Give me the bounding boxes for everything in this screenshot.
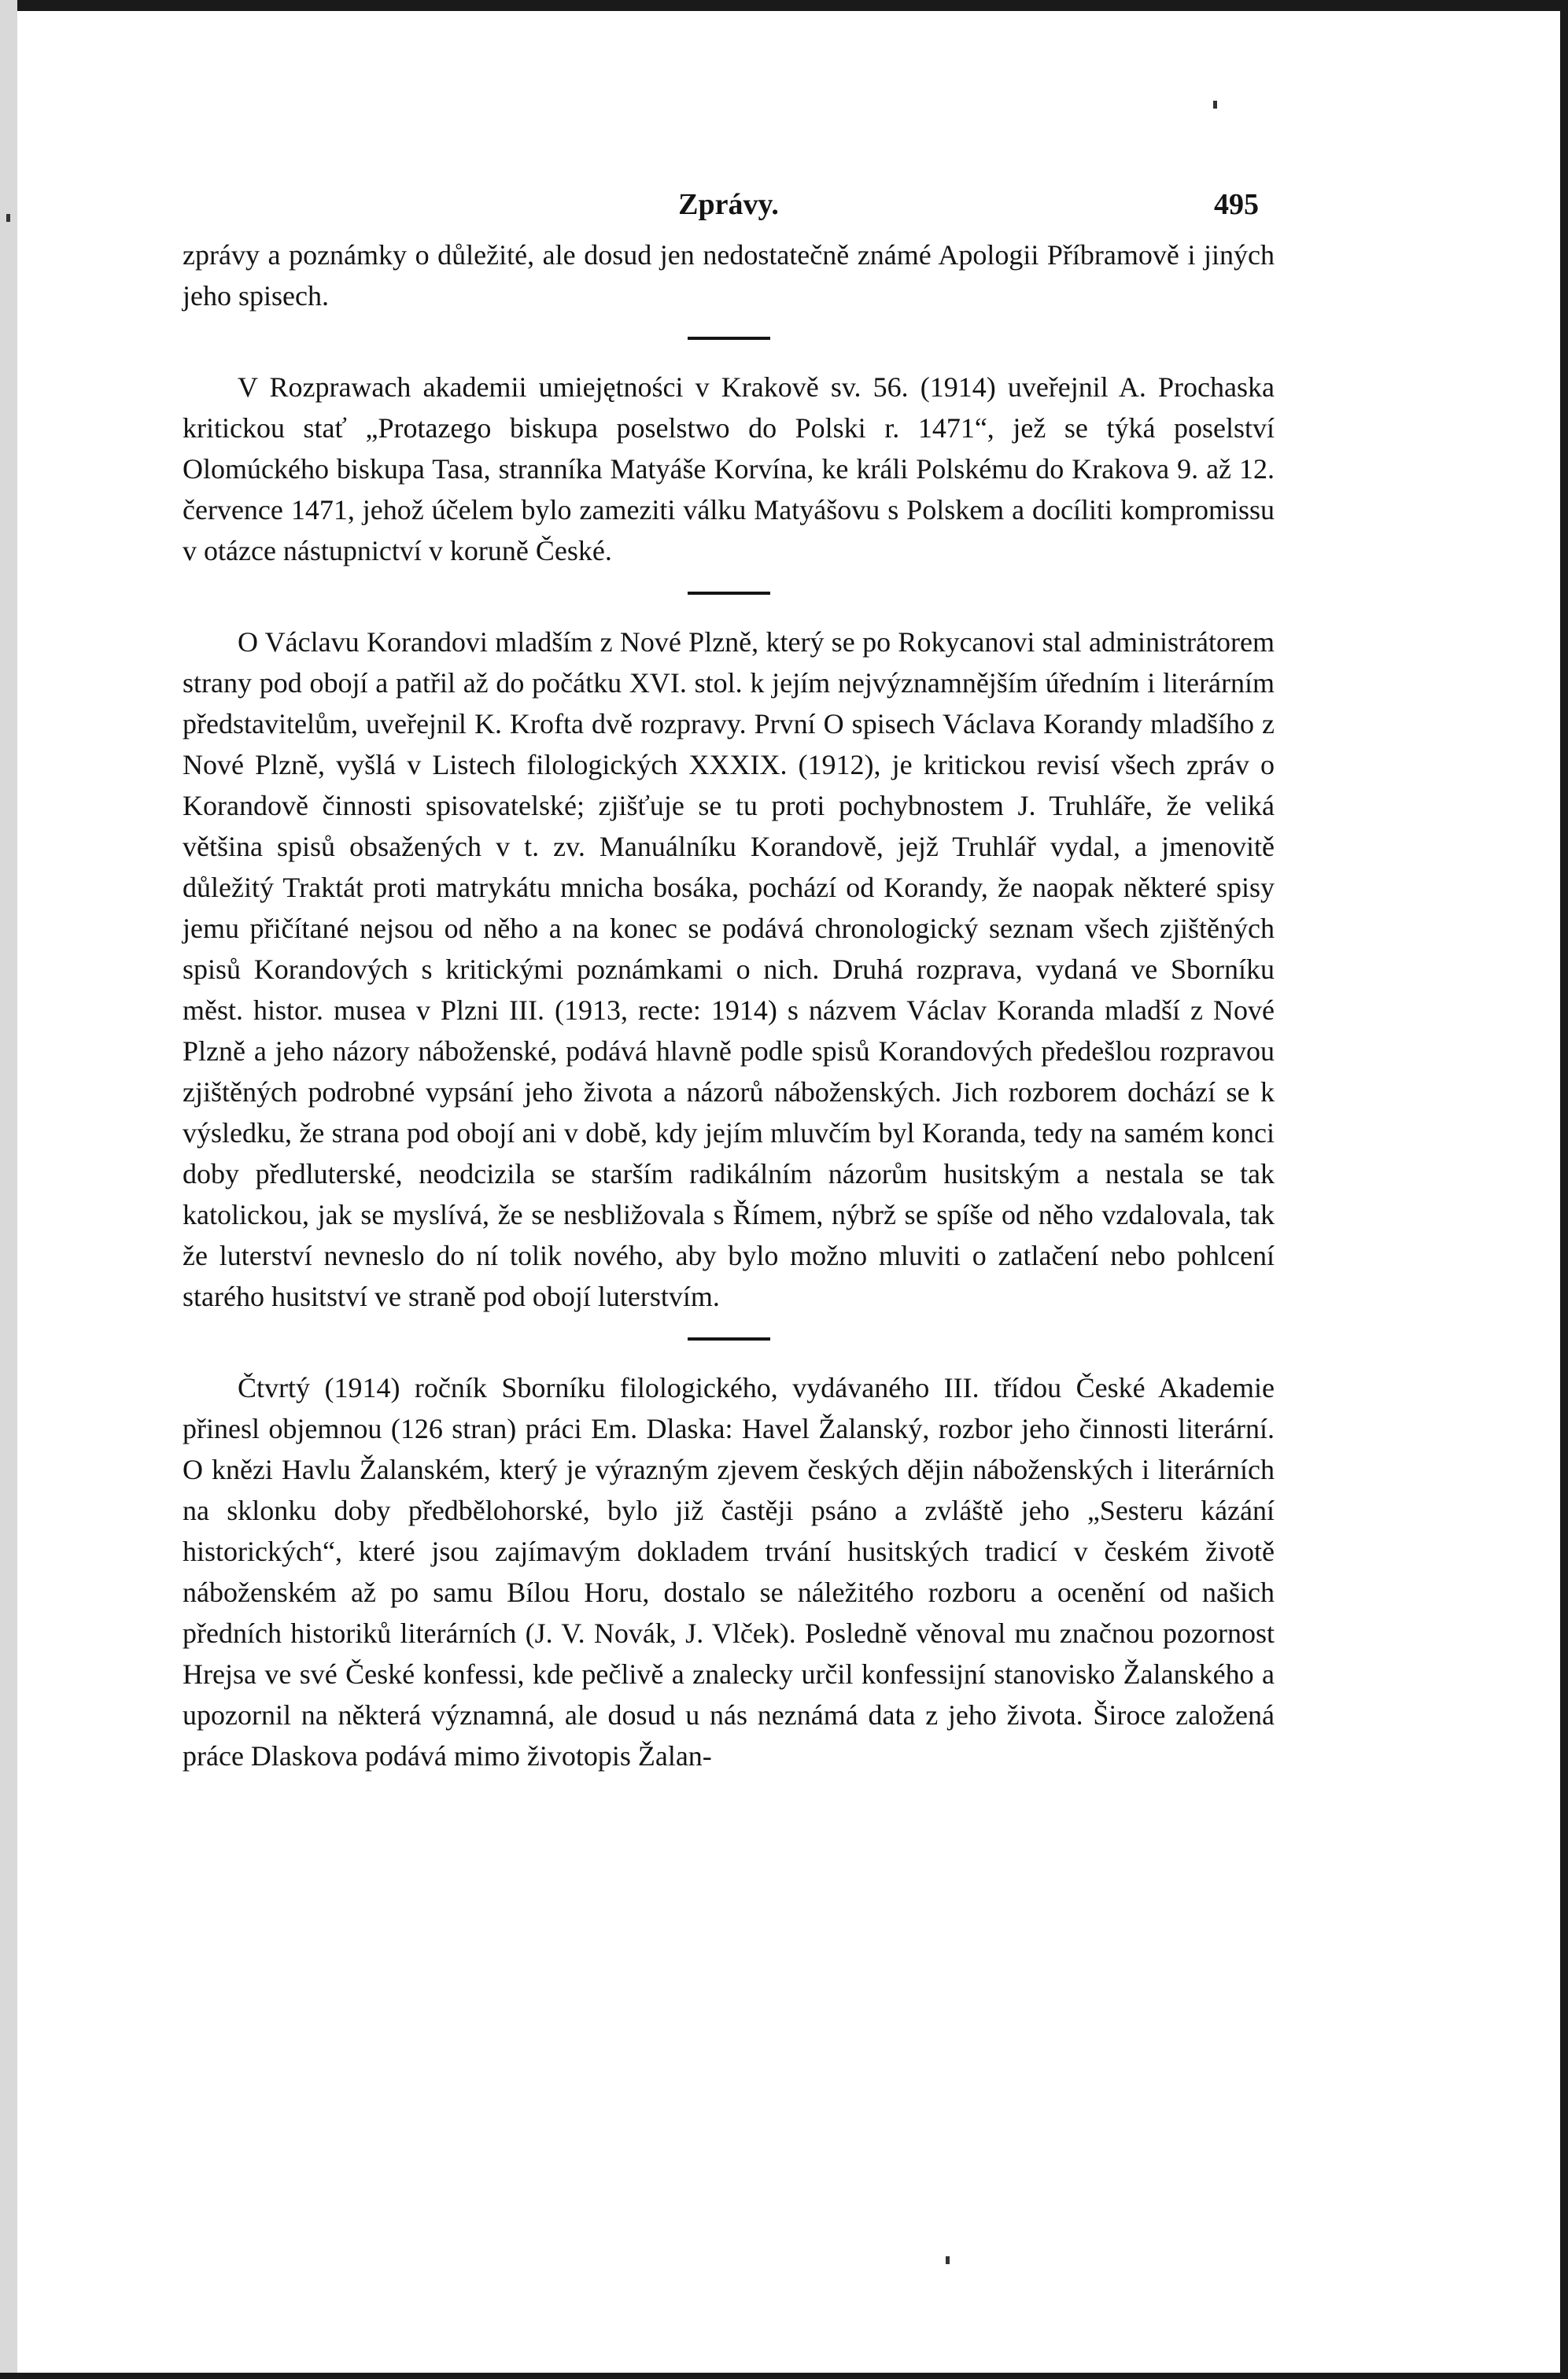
paragraph-4: Čtvrtý (1914) ročník Sborníku filologického, vydávaného III. třídou České Akademie přinesl objemnou (126 stran) práci Em. Dlaska: Havel Žalanský, rozbor jeho činnosti literární. O knězi Havlu Žalanském, který je výrazným zjevem českých dějin náboženských i literárních na sklonku doby předbělohorské, bylo již častěji psáno a zvláště jeho „Sesteru kázání historických“, které jsou zajímavým dokladem trvání husitských tradicí v českém životě náboženském až po samu Bílou Horu, dostalo se náležitého rozboru a ocenění od našich předních historiků literárních (J. V. Novák, J. Vlček). Posledně věnoval mu značnou pozornost Hrejsa ve své České konfessi, kde pečlivě a znalecky určil konfessijní stanovisko Žalanského a upozornil na některá významná, ale dosud u nás neznámá data z jeho života. Široce založená práce Dlaskova podává mimo životopis Žalan- — [183, 1372, 1275, 1772]
section-divider — [688, 1337, 770, 1341]
section-divider — [688, 592, 770, 595]
page-number: 495 — [1214, 188, 1259, 221]
page-header — [183, 187, 1275, 234]
scan-speck — [6, 214, 10, 222]
scan-speck — [1213, 101, 1217, 109]
scan-speck — [946, 2256, 950, 2264]
paragraph-3: O Václavu Korandovi mladším z Nové Plzně, který se po Rokycanovi stal administrátorem strany pod obojí a patřil až do počátku XVI. stol. k jejím nejvýznamnějším úředním i literárním představitelům, uveřejnil K. Krofta dvě rozpravy. První O spisech Václava Korandy mladšího z Nové Plzně, vyšlá v Listech filologických XXXIX. (1912), je kritickou revisí všech zpráv o Korandově činnosti spisovatelské; zjišťuje se tu proti pochybnostem J. Truhláře, že veliká většina spisů obsažených v t. zv. Manuálníku Korandově, jejž Truhlář vydal, a jmenovitě důležitý Traktát proti matrykátu mnicha bosáka, pochází od Korandy, že naopak některé spisy jemu přičítané nejsou od něho a na konec se podává chronologický seznam všech zjištěných spisů Korandových s kritickými poznámkami o nich. Druhá rozprava, vydaná ve Sborníku měst. histor. musea v Plzni III. (1913, recte: 1914) s názvem Václav Koranda mladší z Nové Plzně a jeho názory náboženské, podává hlavně podle spisů Korandových předešlou rozpravou zjištěných podrobné vypsání jeho života a názorů náboženských. Jich rozborem dochází se k výsledku, že strana pod obojí ani v době, kdy jejím mluvčím byl Koranda, tedy na samém konci doby předluterské, neodcizila se starším radikálním názorům husitským a nestala se tak katolickou, jak se myslívá, že se nesbližovala s Římem, nýbrž se spíše od něho vzdalovala, tak že luterství nevneslo do ní tolik nového, aby bylo možno mluviti o zatlačení nebo pohlcení starého husitství ve straně pod obojí luterstvím. — [183, 626, 1275, 1312]
scan-edge-left — [0, 0, 17, 2379]
scan-edge-right — [1560, 0, 1568, 2379]
page-content — [183, 187, 1275, 1776]
paragraph-2: V Rozprawach akademii umiejętności v Krakově sv. 56. (1914) uveřejnil A. Prochaska kritickou stať „Protazego biskupa poselstwo do Polski r. 1471“, jež se týká poselství Olomúckého biskupa Tasa, stranníka Matyáše Korvína, ke králi Polskému do Krakova 9. až 12. července 1471, jehož účelem bylo zameziti válku Matyášovu s Polskem a docíliti kompromissu v otázce nástupnictví v koruně České. — [183, 371, 1275, 566]
scan-edge-top — [0, 0, 1568, 11]
scan-edge-bottom — [0, 2373, 1568, 2379]
section-divider — [688, 337, 770, 340]
running-title: Zprávy. — [678, 188, 779, 221]
paragraph-1: zprávy a poznámky o důležité, ale dosud jen nedostatečně známé Apologii Příbramově i jiných jeho spisech. — [183, 239, 1275, 312]
